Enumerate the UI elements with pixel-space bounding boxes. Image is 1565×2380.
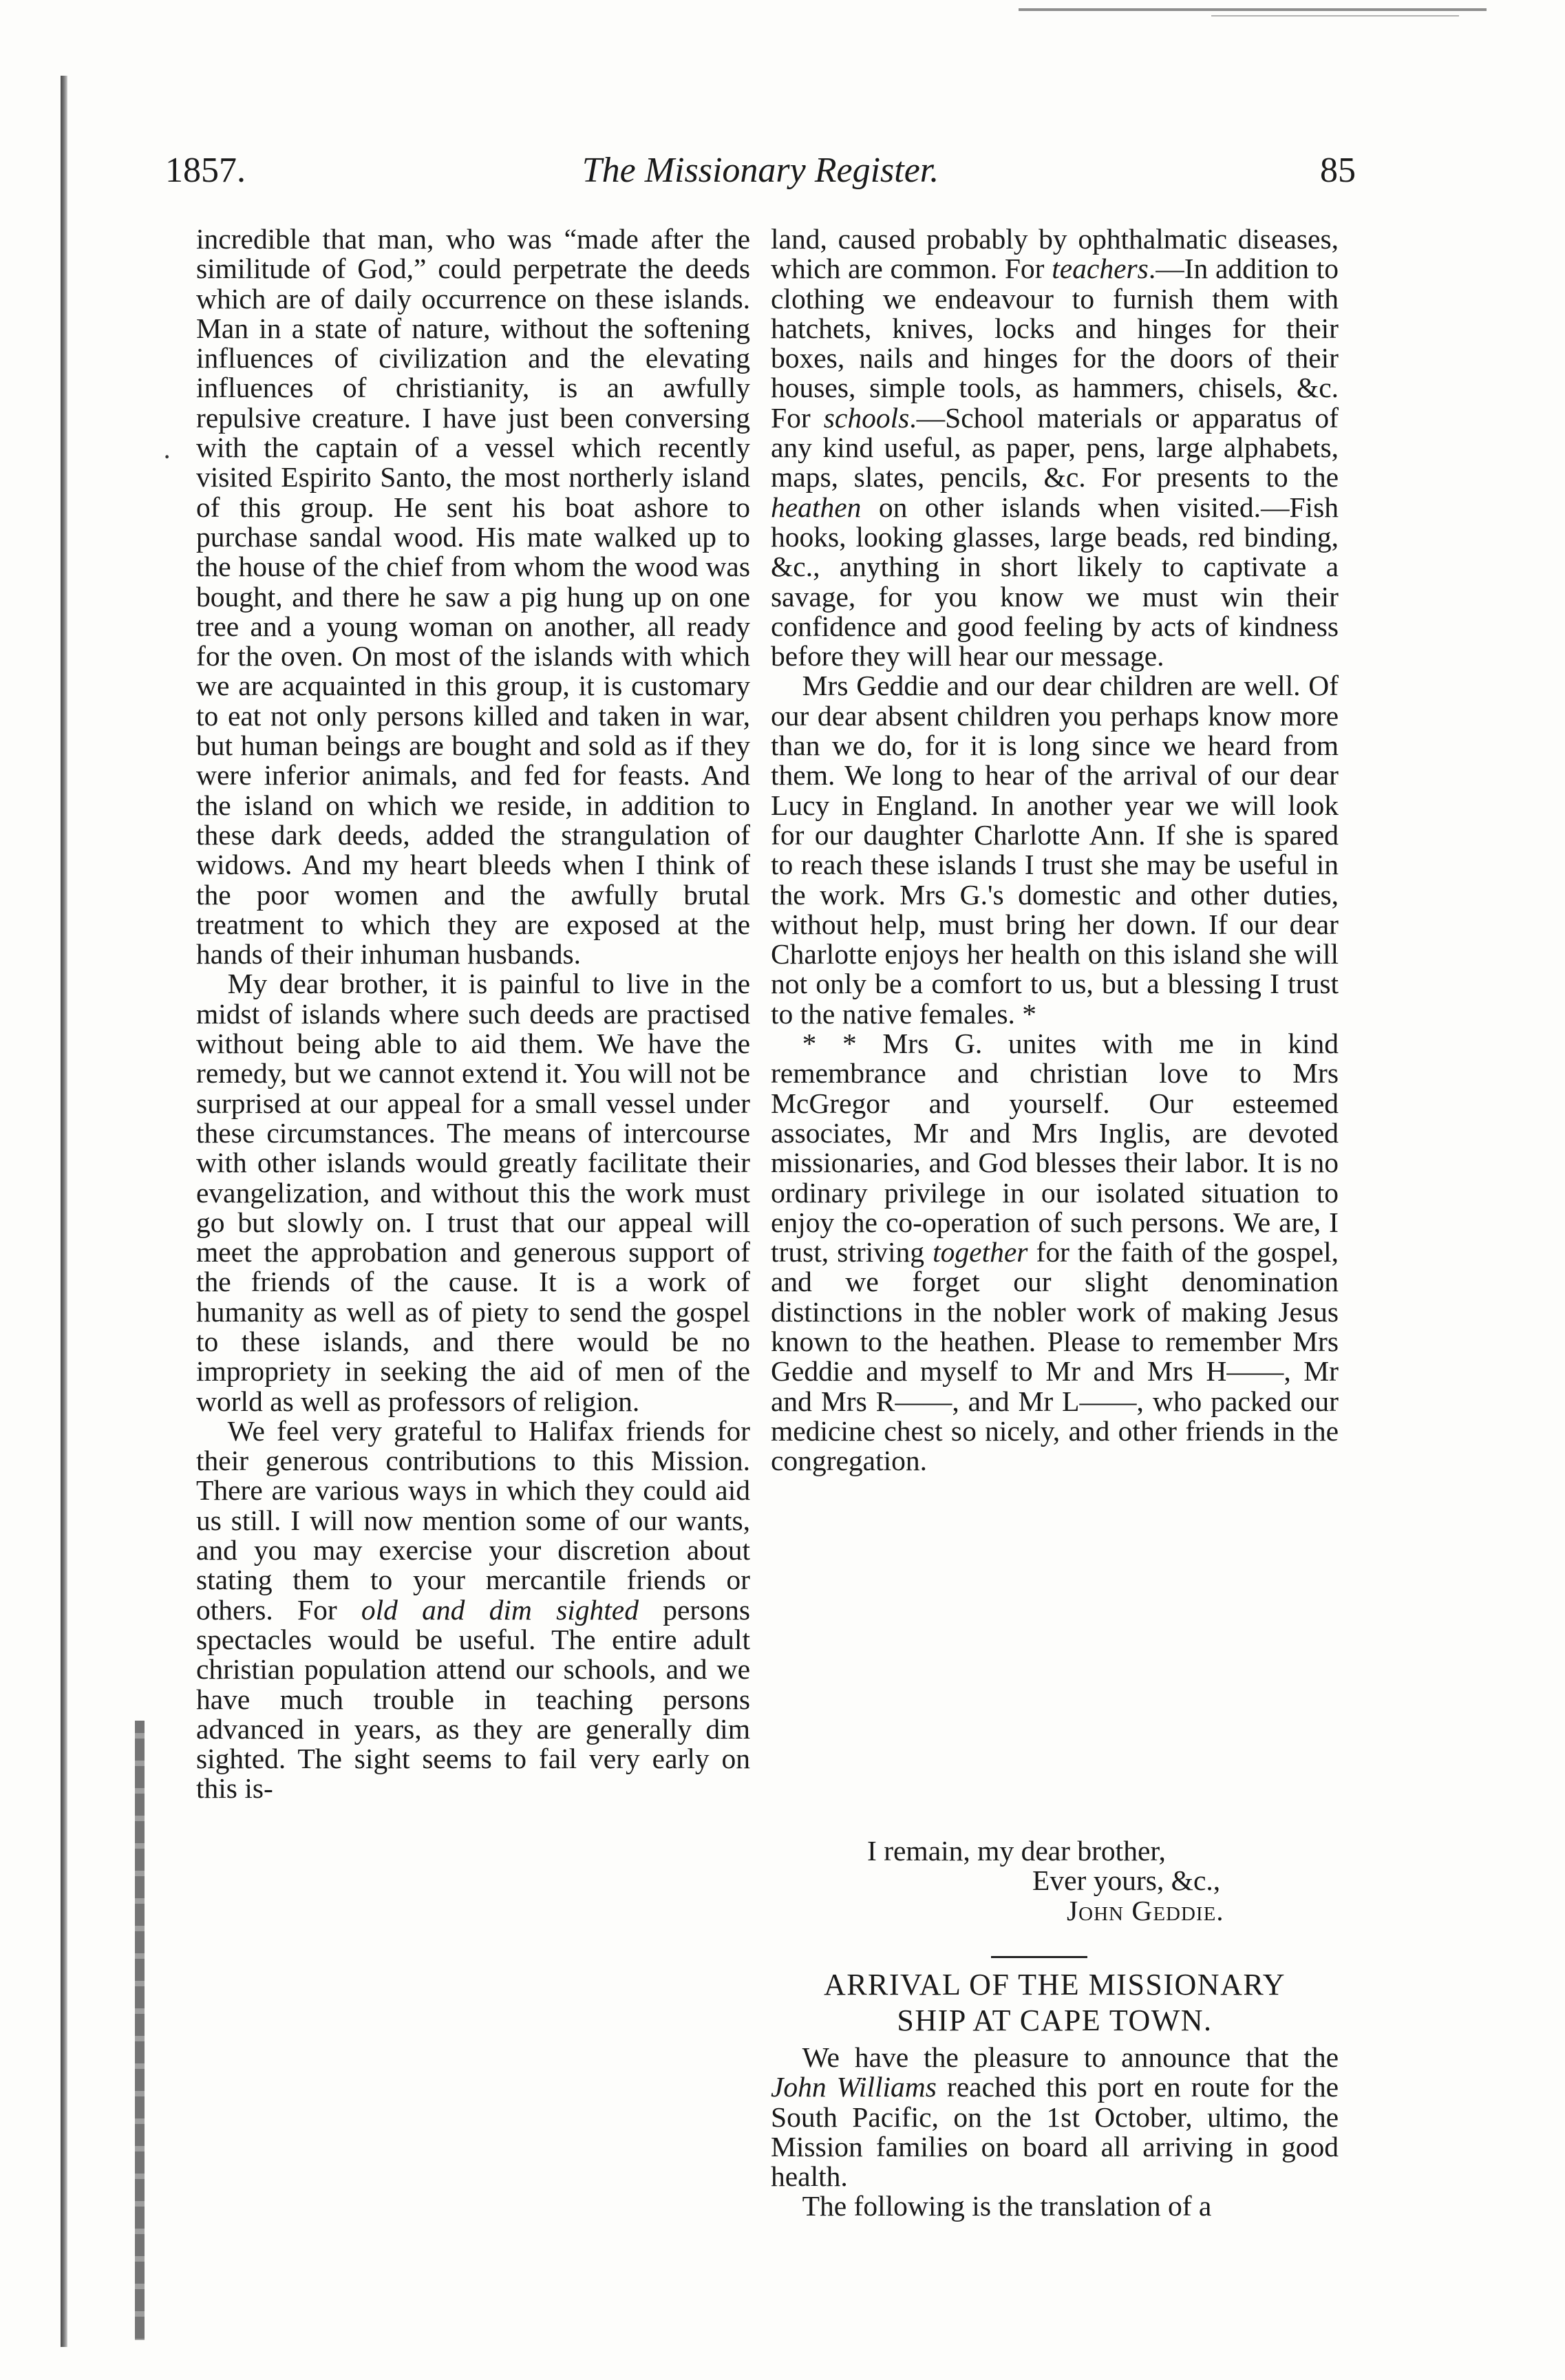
right-p1-italic-heathen: heathen <box>771 491 862 523</box>
binding-stitch <box>135 1721 145 2340</box>
page-number: 85 <box>1320 151 1356 190</box>
left-paragraph-3-text: We feel very grateful to Halifax friends for their generous contributions to this Mission. There are various ways in which they could aid us still. I will now mention some of our wants, and you may exercise your discretion about stating them to your mercantile friends or others. <box>196 1414 750 1626</box>
left-paragraph-3 <box>196 1416 750 1804</box>
closing-line-1: I remain, my dear brother, <box>867 1835 1166 1867</box>
right-p1-italic-schools: schools <box>823 401 910 434</box>
right-p1-mid1: .—In addition to clothing we endeavour to furnish them with hatchets, knives, locks and hinges for their boxes, nails and hinges for the doors of their houses, simple tools, as hammers, chisels, &c. For <box>771 253 1339 434</box>
running-head-year: 1857. <box>165 151 246 190</box>
right-paragraph-2: Mrs Geddie and our dear children are well. Of our dear absent children you perhaps know more than we do, for it is long since we heard from them. We long to hear of the arrival of our dear Lucy in England. In another year we will look for our daughter Charlotte Ann. If she is spared to reach these islands I trust she may be useful in the work. Mrs G.'s domestic and other duties, without help, must bring her down. If our dear Charlotte enjoys her health on this island she will not only be a comfort to us, but a blessing I trust to the native females. * <box>771 670 1339 1030</box>
right-p3-start: * * Mrs G. unites with me in kind remembrance and christian love to Mrs McGregor and yourself. Our esteemed associates, Mr and Mrs Inglis, are devoted missionaries, and God blesses their labor. It is no ordinary privilege in our isolated situation to enjoy the co-operation of such persons. We are, I trust, striving <box>771 1028 1339 1268</box>
left-tail-prefix: For <box>297 1593 361 1626</box>
section-heading-line-1: ARRIVAL OF THE MISSIONARY <box>823 1968 1286 2001</box>
binding-edge <box>61 76 67 2347</box>
ship-name: John Williams <box>771 2071 937 2103</box>
right-p1-italic-teachers: teachers <box>1052 253 1149 285</box>
section-divider <box>991 1956 1087 1958</box>
left-paragraph-1: incredible that man, who was “made after the similitude of God,” could perpetrate the deeds which are of daily occurrence on these islands. Man in a state of nature, without the softening influences of civilization and the elevating influences of christianity, is an awfully repulsive creature. I have just been conversing with the captain of a vessel which recently visited Espirito Santo, the most northerly island of this group. He sent his boat ashore to purchase sandal wood. His mate walked up to the house of the chief from whom the wood was bought, and there he saw a pig hung up on one tree and a young woman on another, all ready for the oven. On most of the islands with which we are acquainted in this group, it is customary to eat not only persons killed and taken in war, but human beings are bought and sold as if they were inferior animals, and fed for feasts. And the island on which we reside, in addition to these dark deeds, added the strangulation of widows. And my heart bleeds when I think of the poor women and the awfully brutal treatment to which they are exposed at the hands of their inhuman husbands. <box>196 223 750 970</box>
letter-closing <box>771 1836 1339 1926</box>
running-head-title: The Missionary Register. <box>582 151 939 190</box>
right-p1-end: on other islands when visited.—Fish hooks, looking glasses, large beads, red binding, &c., anything in short likely to captivate a savage, for you know we must win their confidence and good feeling by acts of kindness before they will hear our message. <box>771 491 1339 672</box>
closing-line-2: Ever yours, &c., <box>1032 1864 1221 1897</box>
margin-dot: · <box>162 441 172 472</box>
left-paragraph-2: My dear brother, it is painful to live in the midst of islands where such deeds are practised without being able to aid them. We have the remedy, but we cannot extend it. You will not be surprised at our appeal for a small vessel under these circumstances. The means of intercourse with other islands would greatly facilitate their evangelization, and without this the work must go but slowly on. I trust that our appeal will meet the approbation and generous support of the friends of the cause. It is a work of humanity as well as of piety to send the gospel to these islands, and there would be no impropriety in seeking the aid of men of the world as well as professors of religion. <box>196 968 750 1417</box>
signature: John Geddie. <box>1067 1894 1224 1926</box>
right-paragraph-3 <box>771 1029 1339 1476</box>
section-paragraph-1 <box>771 2043 1339 2191</box>
left-tail-suffix: persons spectacles would be useful. The entire adult christian population attend our schools, and we have much trouble in teaching persons advanced in years, as they are generally dim sighted. The sight seems to fail very early on this is- <box>196 1593 750 1805</box>
section-p1-start: We have the pleasure to announce that the <box>802 2041 1339 2073</box>
top-edge-mark-2 <box>1211 15 1459 17</box>
right-p1-start: land, caused probably by ophthalmatic diseases, which are common. For <box>771 223 1339 285</box>
section-paragraph-2: The following is the translation of a <box>802 2190 1212 2222</box>
section-p1-end: reached this port en route for the South Pacific, on the 1st October, ultimo, the Mission families on board all arriving in good health. <box>771 2071 1339 2193</box>
right-column <box>771 224 1339 1476</box>
right-paragraph-1 <box>771 224 1339 671</box>
running-head <box>165 150 1356 205</box>
section-heading-line-2: SHIP AT CAPE TOWN. <box>897 2004 1213 2037</box>
section-body <box>771 2043 1339 2222</box>
section-heading <box>771 1967 1339 2039</box>
right-p3-italic: together <box>933 1236 1028 1268</box>
left-tail-italic: old and dim sighted <box>361 1593 639 1626</box>
right-p1-mid2: .—School materials or apparatus of any kind useful, as paper, pens, large alphabets, maps, slates, pencils, &c. For presents to the <box>771 401 1339 493</box>
right-p3-end: for the faith of the gospel, and we forget our slight denomination distinctions in the nobler work of making Jesus known to the heathen. Please to remember Mrs Geddie and myself to Mr and Mrs H——, Mr and Mrs R——, and Mr L——, who packed our medicine chest so nicely, and other friends in the congregation. <box>771 1236 1339 1477</box>
top-edge-mark <box>1019 8 1487 11</box>
left-column <box>196 224 750 1804</box>
